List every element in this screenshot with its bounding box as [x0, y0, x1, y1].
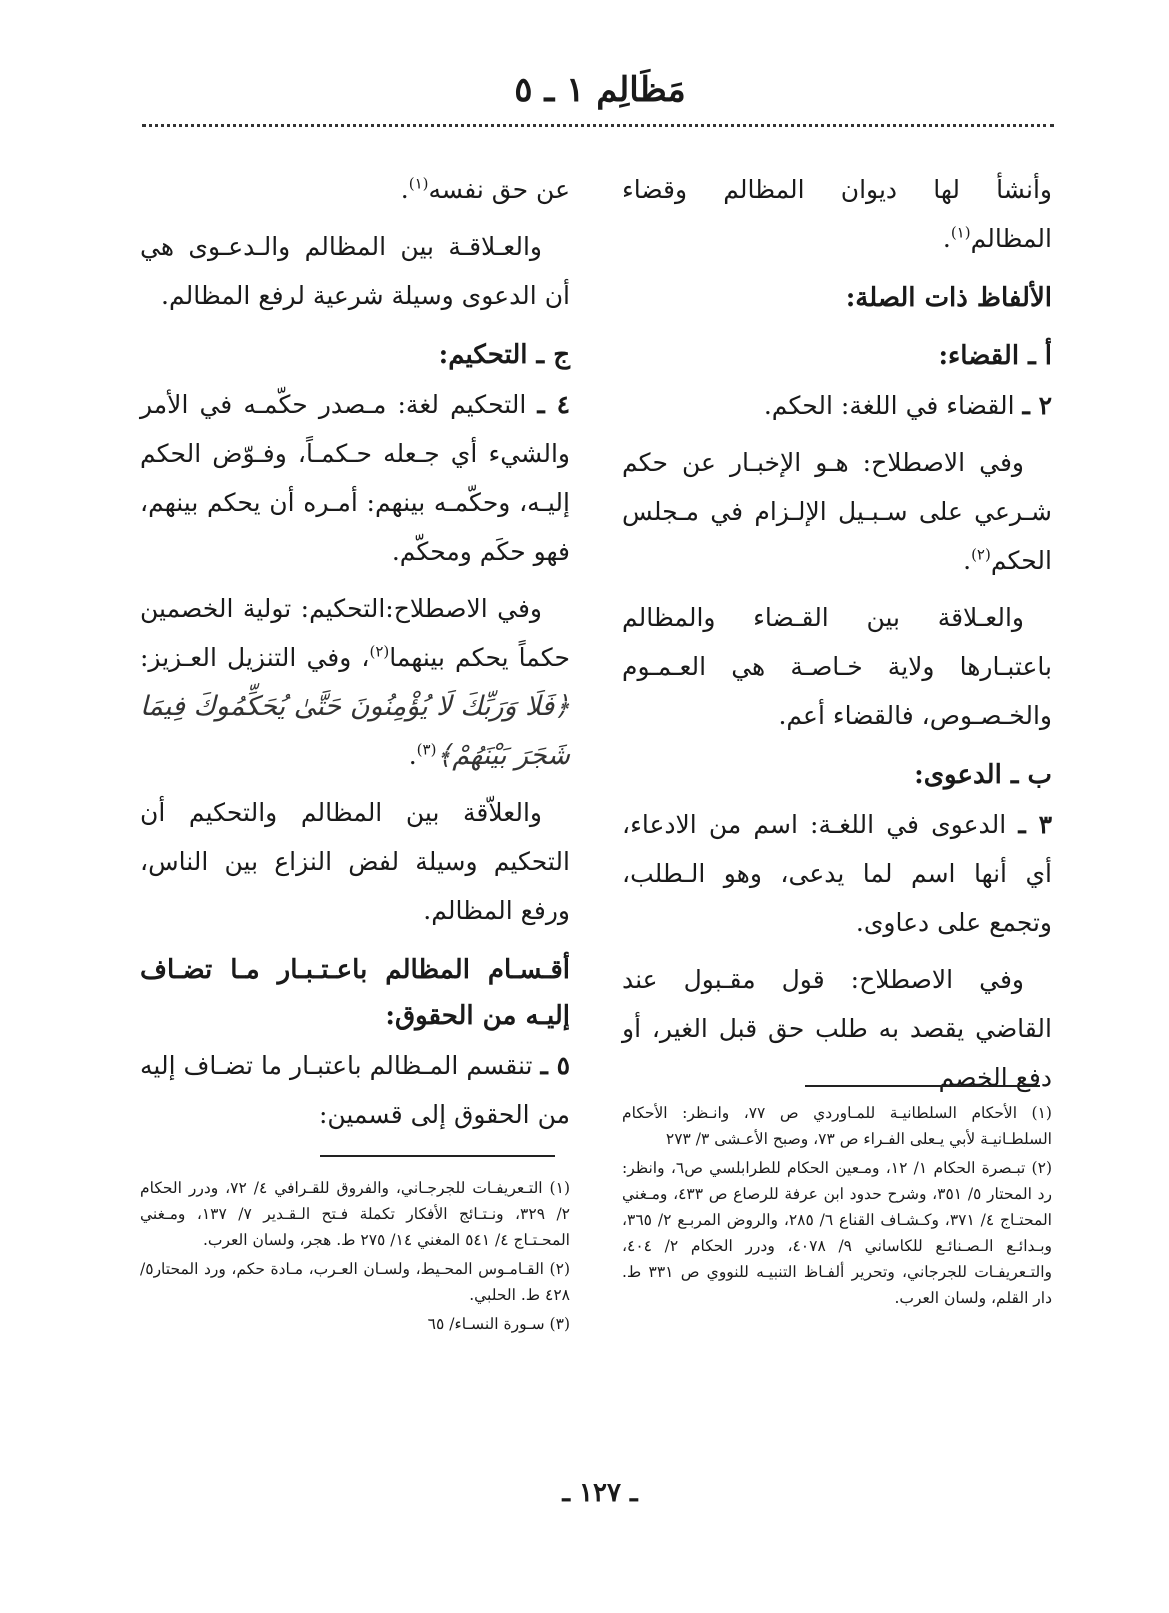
footnote: (١) التـعريفـات للجرجـاني، والفروق للقـرافي ٤/ ٧٢، ودرر الحكام ٢/ ٣٢٩، ونـتـائج الأفكار تكملة فـتح الـقـدير ٧/ ١٣٧، ومـغني المحـتـاج ٤/ ٥٤١ المغني ١٤/ ٢٧٥ ط. هجر، ولسان العرب. [140, 1179, 570, 1249]
footnote: (١) الأحكام السلطانيـة للمـاوردي ص ٧٧، وانـظر: الأحكام السلطـانيـة لأبي يـعلى الفـراء ص ٧٣، وصبح الأعـشى ٣/ ٢٧٣ [622, 1104, 1052, 1148]
divisions-heading: أقـسـام المظالم باعـتـبـار مـا تضـاف إليـه من الحقوق: [140, 955, 570, 1031]
paragraph-2-relation: والعـلاقة بين القـضاء والمظالم باعتبـارها ولاية خـاصـة هي العـمـوم والخـصـوص، فالقضاء أعم. [622, 603, 1052, 730]
quran-verse: ﴿فَلَا وَرَبِّكَ لَا يُؤْمِنُونَ حَتَّىٰ يُحَكِّمُوكَ فِيمَا شَجَرَ بَيْنَهُمْ﴾ [140, 691, 570, 771]
page-title: مَظَالِم ١ ـ ٥ [514, 70, 686, 110]
right-column [622, 165, 1052, 1110]
page-header [150, 70, 1050, 110]
footnote: (٢) القـامـوس المحـيط، ولسـان العـرب، مـادة حكم، ورد المحتار٥/ ٤٢٨ ط. الحلبي. [140, 1260, 570, 1304]
footnote-divider-right [805, 1085, 1040, 1087]
tahkim-heading: ج ـ التحكيم: [438, 340, 570, 370]
paragraph-3: ٣ ـ الدعوى في اللغـة: اسم من الادعاء، أي أنها اسم لما يدعى، وهو الـطلب، وتجمع على دعاوى. [622, 810, 1053, 937]
paragraph-2-definition: وفي الاصطلاح: هـو الإخبـار عن حكم شـرعي على سـبـيل الإلـزام في مـجلس الحكم$^{(٢)}$. [622, 448, 1052, 575]
footnote-ref[interactable]: (٢) [369, 642, 390, 661]
paragraph-4: ٤ ـ التحكيم لغة: مـصدر حكّمـه في الأمر والشيء أي جـعله حـكمـاً، وفـوّض الحكم إليـه، وحكّمـه بينهم: أمـره أن يحكم بينهم، فهو حكَم ومحكّم. [140, 390, 570, 566]
footnotes-right [622, 1100, 1052, 1314]
footnote: (٢) تبـصرة الحكام ١/ ١٢، ومـعين الحكام للطرابلسي ص٦، وانظر: رد المحتار ٥/ ٣٥١، وشرح حدود ابن عرفة للرصاع ص ٤٣٣، ومـغني المحتـاج ٤/ ٣٧١، وكـشـاف القناع ٦/ ٢٨٥، والروض المربـع ٢/ ٣٦٥، وبـدائـع الـصـنائـع للكاساني ٩/ ٤٠٧٨، ودرر الحكام ٢/ ٤٠٤، والتـعريفـات للجرجاني، وتحرير ألفـاظ التنبيـه للنووي ص ٣٣١ ط. دار القلم، ولسان العرب. [622, 1159, 1052, 1307]
page-number: ـ ١٢٧ ـ [562, 1478, 638, 1508]
paragraph-3-definition: وفي الاصطلاح: قول مقـبول عند القاضي يقصد به طلب حق قبل الغير، أو دفع الخصم [622, 965, 1052, 1092]
footnote-divider-left [320, 1155, 555, 1157]
footnote: (٣) سـورة النسـاء/ ٦٥ [427, 1315, 570, 1333]
left-column [140, 165, 570, 1147]
footnote-ref[interactable]: (١) [950, 223, 971, 242]
paragraph-number: ٣ ـ [1018, 810, 1053, 839]
paragraph-number: ٢ ـ [1022, 391, 1052, 420]
header-divider [142, 124, 1054, 127]
footnote-ref[interactable]: (٣) [416, 740, 437, 759]
paragraph-number: ٥ ـ [540, 1051, 570, 1080]
footnote-ref[interactable]: (٢) [971, 545, 991, 564]
paragraph-4-definition: وفي الاصطلاح:التحكيم: تولية الخصمين حكماً يحكم بينهما$^{(٢)}$، وفي التنزيل العـزيز: ﴿فَلَا وَرَبِّكَ لَا يُؤْمِنُونَ حَتَّىٰ يُحَكِّمُوكَ فِيمَا شَجَرَ بَيْنَهُمْ﴾$^{(٣)}$. [140, 594, 570, 771]
intro-paragraph: وأنشأ لها ديوان المظالم وقضاء المظالم$^{(١)}$. [622, 175, 1052, 253]
footnote-ref[interactable]: (١) [408, 174, 429, 193]
footnotes-left [140, 1175, 570, 1340]
paragraph-number: ٤ ـ [537, 390, 570, 419]
related-terms-heading: الألفاظ ذات الصلة: [845, 283, 1052, 313]
paragraph-2: ٢ ـ القضاء في اللغة: الحكم. [763, 391, 1052, 420]
dawa-relation-paragraph: والعـلاقـة بين المظالم والـدعـوى هي أن الدعوى وسيلة شرعية لرفع المظالم. [140, 232, 570, 310]
paragraph-4-relation: والعلاّقة بين المظالم والتحكيم أن التحكيم وسيلة لفض النزاع بين الناس، ورفع المظالم. [140, 798, 570, 925]
qada-heading: أ ـ القضاء: [938, 341, 1052, 371]
paragraph-5: ٥ ـ تنقسم المـظالم باعتبـار ما تضـاف إليه من الحقوق إلى قسمين: [140, 1051, 570, 1129]
continuation-paragraph: عن حق نفسه$^{(١)}$. [400, 174, 570, 204]
dawa-heading: ب ـ الدعوى: [914, 760, 1052, 790]
